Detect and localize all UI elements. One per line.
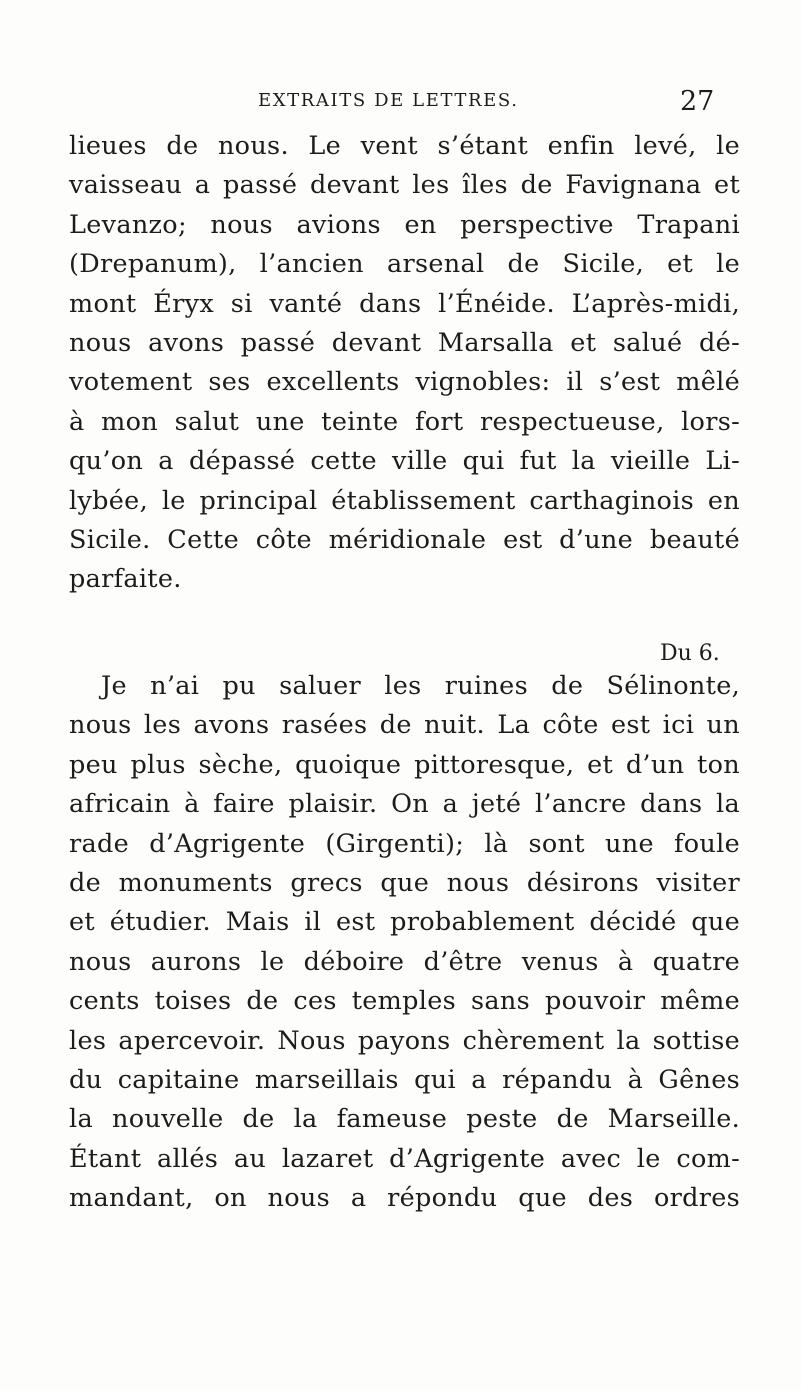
text-line: (Drepanum), l’ancien arsenal de Sicile, et le [69,249,740,280]
text-line: du capitaine marseillais qui a répandu à Gênes [69,1064,740,1095]
text-line: nous avons passé devant Marsalla et salué dé- [69,327,740,358]
text-line: cents toises de ces temples sans pouvoir même [69,986,740,1017]
text-line: mont Éryx si vanté dans l’Énéide. L’après-midi, [69,288,740,319]
paragraph-2 [69,667,740,1218]
text-line: peu plus sèche, quoique pittoresque, et d’un ton [69,749,740,780]
paragraph-1 [69,127,740,600]
text-line: votement ses excellents vignobles: il s’est mêlé [69,367,740,398]
text-line: Sicile. Cette côte méridionale est d’une beauté [69,524,740,555]
text-line: nous aurons le déboire d’être venus à quatre [69,946,740,977]
text-line: à mon salut une teinte fort respectueuse, lors- [69,406,740,437]
text-line: nous les avons rasées de nuit. La côte est ici un [69,710,740,741]
text-line: la nouvelle de la fameuse peste de Marseille. [69,1104,740,1135]
text-line: lieues de nous. Le vent s’étant enfin levé, le [69,131,740,161]
page-number: 27 [680,86,715,117]
running-title: EXTRAITS DE LETTRES. [258,90,519,111]
text-line: Je n’ai pu saluer les ruines de Sélinonte, [101,671,740,701]
text-line: mandant, on nous a répondu que des ordres [69,1183,740,1214]
text-line: Étant allés au lazaret d’Agrigente avec le com- [69,1143,740,1174]
text-line: rade d’Agrigente (Girgenti); là sont une foule [69,828,740,859]
text-line: lybée, le principal établissement carthaginois en [69,485,740,516]
text-line: qu’on a dépassé cette ville qui fut la vieille Li- [69,446,740,477]
text-line: africain à faire plaisir. On a jeté l’ancre dans la [69,789,740,820]
text-line: vaisseau a passé devant les îles de Favignana et [69,170,740,201]
text-line: parfaite. [69,564,182,595]
text-line: et étudier. Mais il est probablement décidé que [69,907,740,938]
text-line: de monuments grecs que nous désirons visiter [69,867,740,898]
date-heading: Du 6. [660,641,720,666]
text-line: Levanzo; nous avions en perspective Trapani [69,209,740,240]
text-line: les apercevoir. Nous payons chèrement la sottise [69,1025,740,1056]
running-head [258,86,715,120]
